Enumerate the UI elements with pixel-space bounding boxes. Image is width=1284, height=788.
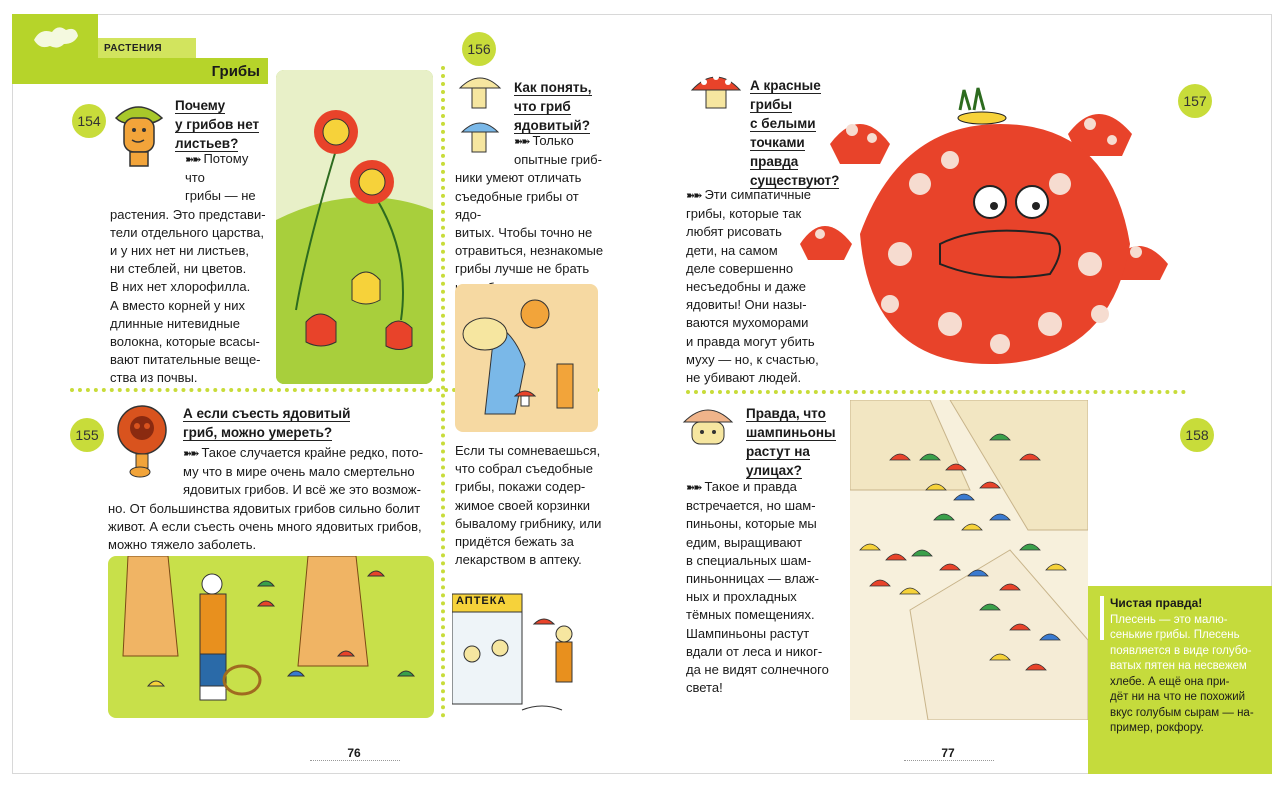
question-number: 158 — [1180, 418, 1214, 452]
question-155: А если съесть ядовитый гриб, можно умереть? — [183, 406, 351, 440]
question-number: 155 — [70, 418, 104, 452]
fact-line: ватых пятен на несвежем — [1110, 660, 1247, 672]
fact-line: дёт ни на что не похожий — [1110, 691, 1246, 703]
fact-title: Чистая правда! — [1110, 596, 1203, 610]
page-number-rule — [310, 760, 400, 761]
question-number: 154 — [72, 104, 106, 138]
answer-154: ➽➽ Потому что грибы — не растения. Это представи- тели отдельного царства, и у них нет ни листьев, ни стеблей, ни цветов. В них нет хлорофилла. А вместо корней у них длинные нитевидные волокна, которые всасы- вают питательные веще- ства из почвы. — [110, 151, 266, 386]
street-mushrooms-illustration — [850, 400, 1088, 720]
answer-155: ➽➽ Такое случается крайне редко, пото- му что в мире очень мало смертельно ядовитых грибов. И всё же это возмож- но. От большинства ядовитых грибов сильно болит живот. А если съесть очень много ядовитых грибов, можно тяжело заболеть. — [108, 445, 424, 553]
fly-agaric-monster-illustration — [800, 74, 1170, 380]
category-label: РАСТЕНИЯ — [98, 38, 196, 58]
oak-leaf-icon — [12, 14, 98, 58]
fact-line: вкус голубым сырам — на- — [1110, 706, 1254, 719]
arrow-icon: ➽➽ — [686, 190, 701, 202]
fact-line: Плесень — это малю- — [1110, 613, 1228, 626]
divider-left-vertical — [441, 66, 445, 718]
question-158: Правда, что шампиньоны растут на улицах? — [746, 406, 836, 478]
answer-158: ➽➽ Такое и правда встречается, но шам- пиньоны, которые мы едим, выращивают в специальных шам- пиньонницах — влаж- ных и прохладных тёмных помещениях. Шампиньоны растут вдали от леса и никог- да не видят солнечного света! — [686, 479, 829, 696]
question-156: Как понять, что гриб ядовитый? — [514, 80, 592, 133]
top-leaf-box — [12, 14, 98, 58]
fact-line: сенькие грибы. Плесень — [1110, 629, 1240, 641]
fact-accent-bar — [1100, 596, 1104, 640]
page-number-left: 76 — [347, 746, 361, 760]
question-number: 156 — [462, 32, 496, 66]
fact-line: хлебе. А ещё она при- — [1110, 675, 1230, 688]
fact-line: появляется в виде голубо- — [1110, 644, 1252, 657]
arrow-icon: ➽➽ — [514, 136, 529, 148]
champignon-character-icon — [678, 402, 740, 452]
question-number: 157 — [1178, 84, 1212, 118]
mushroom-picker-illustration — [455, 284, 598, 432]
page-number-right: 77 — [941, 746, 955, 760]
answer-157: ➽➽ Эти симпатичные грибы, которые так любят рисовать дети, на самом деле совершенно несъедобны и даже ядовиты! Они назы- ваются мухоморами и правда могут убить муху — но, к счастью, не убивают людей. — [686, 187, 819, 386]
fact-box — [1088, 586, 1272, 774]
pharmacy-sign: АПТЕКА — [456, 595, 507, 607]
page-title: Грибы — [12, 58, 268, 84]
divider-right-horizontal — [686, 390, 1186, 394]
fly-agaric-icon — [690, 68, 742, 112]
arrow-icon: ➽➽ — [183, 448, 198, 460]
arrow-icon: ➽➽ — [686, 482, 701, 494]
page-number-rule — [904, 760, 994, 761]
flowers-illustration — [276, 70, 433, 384]
forest-mushroom-picker-illustration — [108, 556, 434, 718]
answer-156: ➽➽ Только опытные гриб- ники умеют отличать съедобные грибы от ядо- витых. Чтобы точно не отравиться, незнакомые грибы лучше не брать — [455, 133, 604, 277]
fact-line: пример, рокфору. — [1110, 722, 1204, 734]
extra-156: Если ты сомневаешься, что собрал съедобные грибы, покажи содер- жимое своей корзинки бывалому грибнику, или придётся бежать за лекарством в аптеку. — [455, 443, 602, 568]
question-154: Почему у грибов нет листьев? — [175, 98, 260, 151]
arrow-icon: ➽➽ — [185, 154, 200, 166]
question-157: А красные грибы с белыми точками правда существуют? — [750, 78, 840, 188]
pharmacy-illustration — [452, 584, 600, 718]
